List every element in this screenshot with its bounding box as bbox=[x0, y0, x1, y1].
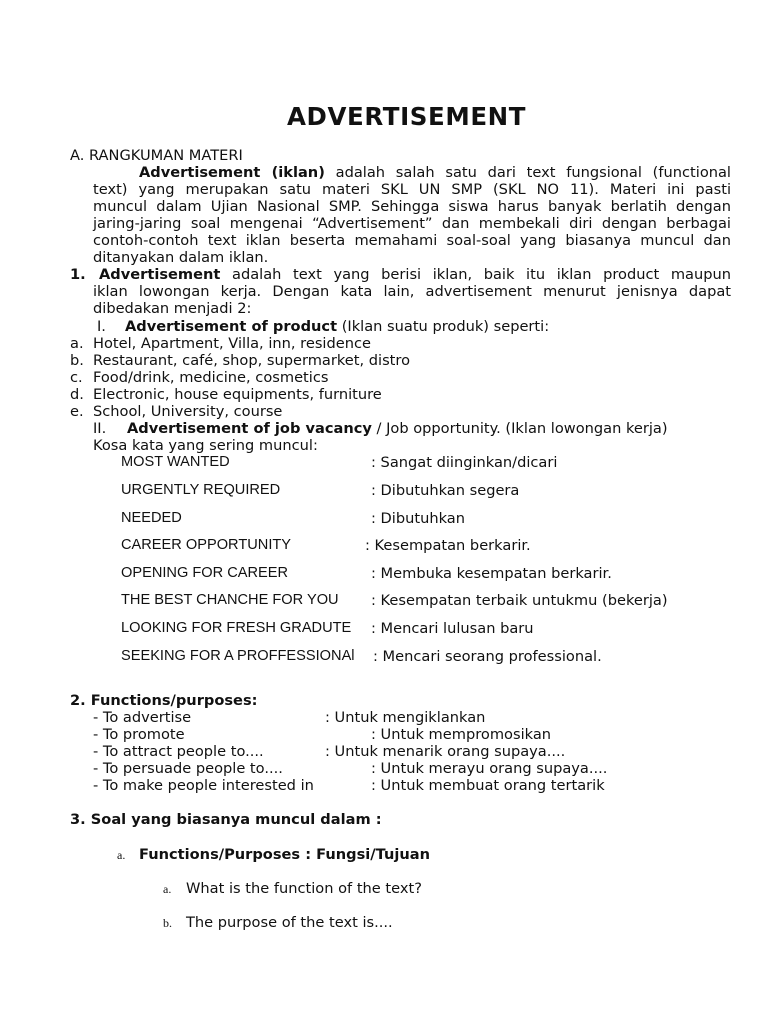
point-1-line-2: iklan lowongan kerja. Dengan kata lain, advertisement menurut jenisnya dapat bbox=[93, 283, 731, 300]
vocab-meaning: : Mencari lulusan baru bbox=[371, 620, 534, 637]
vocab-term: NEEDED bbox=[121, 510, 182, 526]
function-meaning: : Untuk menarik orang supaya.... bbox=[325, 743, 566, 760]
vocab-meaning: : Membuka kesempatan berkarir. bbox=[371, 565, 612, 582]
function-item: - To attract people to.... bbox=[93, 743, 264, 760]
point-1-number: 1. bbox=[70, 266, 86, 283]
sub-1-term: Advertisement of product bbox=[125, 318, 338, 335]
intro-term: Advertisement (iklan) bbox=[139, 164, 325, 181]
point-1-line-1-rest: adalah text yang berisi iklan, baik itu iklan product maupun bbox=[220, 266, 731, 283]
vocab-meaning: : Kesempatan terbaik untukmu (bekerja) bbox=[371, 592, 668, 609]
sub-2-term: Advertisement of job vacancy bbox=[127, 420, 372, 437]
function-item: - To advertise bbox=[93, 709, 192, 726]
vocab-meaning: : Dibutuhkan segera bbox=[371, 482, 520, 499]
product-letter: d. bbox=[70, 386, 84, 403]
intro-line: muncul dalam Ujian Nasional SMP. Sehingga siswa harus banyak berlatih dengan bbox=[93, 198, 731, 215]
section-a-heading: A. RANGKUMAN MATERI bbox=[70, 147, 243, 164]
vocab-term: OPENING FOR CAREER bbox=[121, 565, 289, 581]
vocab-intro: Kosa kata yang sering muncul: bbox=[93, 437, 318, 454]
intro-line: jaring-jaring soal mengenai “Advertisement” dan membekali diri dengan berbagai bbox=[93, 215, 731, 232]
point-1-term: Advertisement bbox=[99, 266, 221, 283]
function-meaning: : Untuk mempromosikan bbox=[371, 726, 552, 743]
point-1-line-1 bbox=[93, 266, 731, 283]
vocab-meaning: : Kesempatan berkarir. bbox=[365, 537, 531, 554]
vocab-term: LOOKING FOR FRESH GRADUTE bbox=[121, 620, 352, 636]
product-letter: b. bbox=[70, 352, 84, 369]
vocab-meaning: : Mencari seorang professional. bbox=[373, 648, 602, 665]
product-item: Electronic, house equipments, furniture bbox=[93, 386, 382, 403]
vocab-meaning: : Dibutuhkan bbox=[371, 510, 465, 527]
intro-line: ditanyakan dalam iklan. bbox=[93, 249, 269, 266]
intro-paragraph-line-1 bbox=[93, 164, 731, 181]
product-letter: c. bbox=[70, 369, 83, 386]
vocab-term: CAREER OPPORTUNITY bbox=[121, 537, 292, 553]
intro-line: text) yang merupakan satu materi SKL UN SMP (SKL NO 11). Materi ini pasti bbox=[93, 181, 731, 198]
question-letter: b. bbox=[163, 916, 172, 930]
question-text: The purpose of the text is.... bbox=[186, 914, 393, 931]
question-letter: a. bbox=[163, 882, 172, 896]
product-item: Food/drink, medicine, cosmetics bbox=[93, 369, 329, 386]
product-letter: a. bbox=[70, 335, 84, 352]
question-text: What is the function of the text? bbox=[186, 880, 422, 897]
function-meaning: : Untuk merayu orang supaya.... bbox=[371, 760, 608, 777]
page-title: ADVERTISEMENT bbox=[287, 102, 527, 131]
product-item: Hotel, Apartment, Villa, inn, residence bbox=[93, 335, 371, 352]
vocab-term: MOST WANTED bbox=[121, 454, 230, 470]
intro-line: contoh-contoh text iklan beserta memahami soal-soal yang biasanya muncul dan bbox=[93, 232, 731, 249]
function-meaning: : Untuk membuat orang tertarik bbox=[371, 777, 605, 794]
function-item: - To promote bbox=[93, 726, 185, 743]
function-meaning: : Untuk mengiklankan bbox=[325, 709, 486, 726]
function-item: - To make people interested in bbox=[93, 777, 314, 794]
sub-1-numeral: I. bbox=[97, 318, 106, 335]
point-2-heading: 2. Functions/purposes: bbox=[70, 692, 258, 709]
sub-1-rest: (Iklan suatu produk) seperti: bbox=[337, 318, 550, 335]
point-3-sub-letter: a. bbox=[117, 848, 126, 862]
function-item: - To persuade people to.... bbox=[93, 760, 283, 777]
sub-2-numeral: II. bbox=[93, 420, 107, 437]
vocab-term: THE BEST CHANCHE FOR YOU bbox=[121, 592, 339, 608]
point-3-heading: 3. Soal yang biasanya muncul dalam : bbox=[70, 811, 382, 828]
product-item: Restaurant, café, shop, supermarket, distro bbox=[93, 352, 411, 369]
vocab-term: URGENTLY REQUIRED bbox=[121, 482, 281, 498]
point-3-sub-heading: Functions/Purposes : Fungsi/Tujuan bbox=[139, 846, 430, 863]
sub-1-heading bbox=[125, 318, 549, 335]
product-letter: e. bbox=[70, 403, 84, 420]
intro-line-1-rest: adalah salah satu dari text fungsional (functional bbox=[324, 164, 731, 181]
vocab-meaning: : Sangat diinginkan/dicari bbox=[371, 454, 558, 471]
point-1-line-3: dibedakan menjadi 2: bbox=[93, 300, 252, 317]
product-item: School, University, course bbox=[93, 403, 283, 420]
sub-2-rest: / Job opportunity. (Iklan lowongan kerja) bbox=[371, 420, 668, 437]
sub-2-heading bbox=[127, 420, 668, 437]
vocab-term: SEEKING FOR A PROFFESSIONAl bbox=[121, 648, 355, 664]
